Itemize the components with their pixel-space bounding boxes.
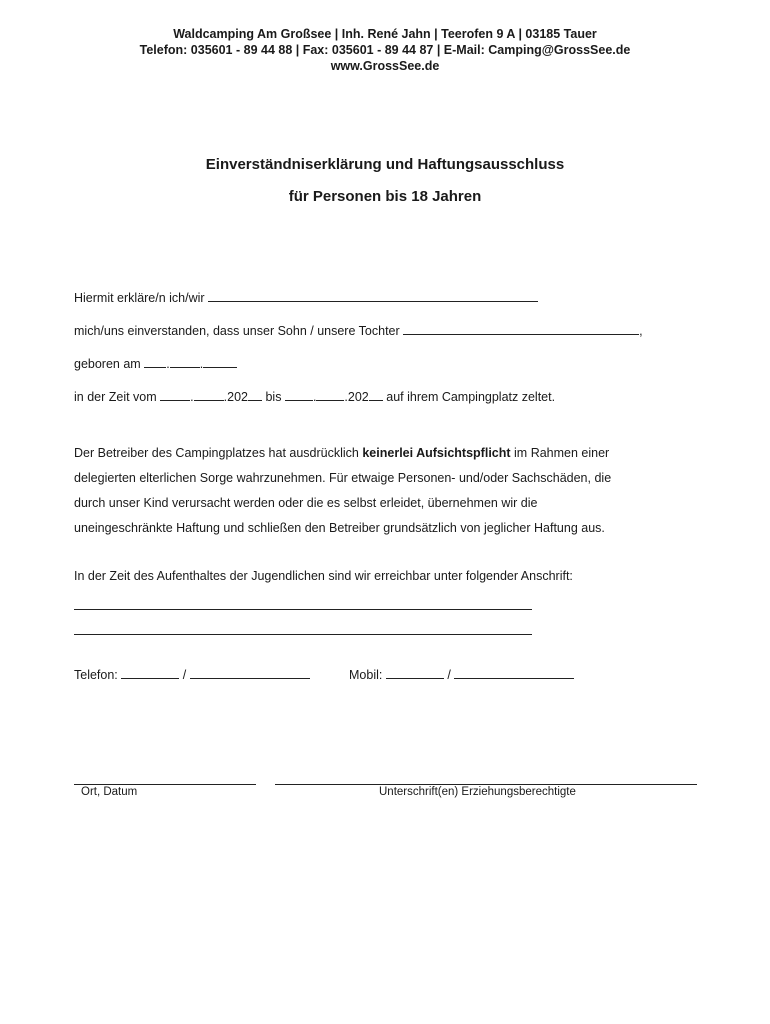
- date-separator: .: [312, 390, 317, 404]
- period-line: [74, 389, 555, 404]
- date-separator: .: [190, 390, 194, 404]
- header-contact-line: Telefon: 035601 - 89 44 88 | Fax: 035601 - 89 44 87 | E-Mail: Camping@GrossSee.de: [139, 43, 631, 57]
- until-label: bis: [265, 390, 282, 404]
- header-address-line: Waldcamping Am Großsee | Inh. René Jahn | Teerofen 9 A | 03185 Tauer: [173, 27, 597, 41]
- period-label: in der Zeit vom: [74, 390, 157, 404]
- born-label: geboren am: [74, 357, 141, 371]
- phone-line: [74, 667, 310, 682]
- liability-text: im Rahmen einer: [514, 446, 610, 460]
- birth-year-field[interactable]: [203, 356, 237, 368]
- address-field-2[interactable]: [74, 634, 532, 635]
- mobile-prefix-field[interactable]: [386, 667, 444, 679]
- phone-number-field[interactable]: [190, 667, 310, 679]
- born-line: [74, 356, 237, 371]
- declare-line: [74, 290, 538, 305]
- liability-text: Der Betreiber des Campingplatzes hat ausdrücklich: [74, 446, 359, 460]
- liability-line-4: uneingeschränkte Haftung und schließen den Betreiber grundsätzlich von jeglicher Haftung aus.: [74, 521, 605, 535]
- liability-line-3: durch unser Kind verursacht werden oder die es selbst erleidet, übernehmen wir die: [74, 496, 538, 510]
- to-year-field[interactable]: [369, 389, 383, 401]
- mobile-number-field[interactable]: [454, 667, 574, 679]
- agree-line: [74, 323, 643, 338]
- phone-label: Telefon:: [74, 668, 118, 682]
- from-month-field[interactable]: [194, 389, 224, 401]
- birth-day-field[interactable]: [144, 356, 166, 368]
- place-date-field[interactable]: [74, 784, 256, 785]
- liability-line-1: [74, 446, 609, 460]
- agree-label: mich/uns einverstanden, dass unser Sohn / unsere Tochter: [74, 324, 400, 338]
- signature-label: Unterschrift(en) Erziehungsberechtigte: [379, 786, 576, 798]
- to-day-field[interactable]: [285, 389, 313, 401]
- mobile-label: Mobil:: [349, 668, 383, 682]
- liability-emphasis: keinerlei Aufsichtspflicht: [362, 446, 511, 460]
- from-day-field[interactable]: [160, 389, 190, 401]
- document-subtitle: für Personen bis 18 Jahren: [288, 188, 482, 205]
- agree-suffix: ,: [639, 324, 643, 338]
- date-separator: .: [199, 357, 204, 371]
- document-title: Einverständniserklärung und Haftungsausschluss: [205, 156, 565, 173]
- mobile-separator: /: [447, 668, 451, 682]
- mobile-line: [349, 667, 574, 682]
- declarant-name-field[interactable]: [208, 290, 538, 302]
- period-suffix: auf ihrem Campingplatz zeltet.: [386, 390, 556, 404]
- date-separator: .: [166, 357, 170, 371]
- year-prefix: .202: [223, 390, 248, 404]
- address-field-1[interactable]: [74, 609, 532, 610]
- year-prefix: .202: [344, 390, 369, 404]
- signature-field[interactable]: [275, 784, 697, 785]
- place-date-label: Ort, Datum: [81, 786, 138, 798]
- address-label: In der Zeit des Aufenthaltes der Jugendlichen sind wir erreichbar unter folgender Anschrift:: [74, 569, 573, 583]
- birth-month-field[interactable]: [170, 356, 200, 368]
- phone-area-code-field[interactable]: [121, 667, 179, 679]
- liability-line-2: delegierten elterlichen Sorge wahrzunehmen. Für etwaige Personen- und/oder Sachschäden, die: [74, 471, 612, 485]
- phone-separator: /: [182, 668, 187, 682]
- child-name-field[interactable]: [403, 323, 639, 335]
- header-website-line: www.GrossSee.de: [330, 59, 440, 73]
- from-year-field[interactable]: [248, 389, 262, 401]
- to-month-field[interactable]: [316, 389, 344, 401]
- declare-label: Hiermit erkläre/n ich/wir: [74, 291, 205, 305]
